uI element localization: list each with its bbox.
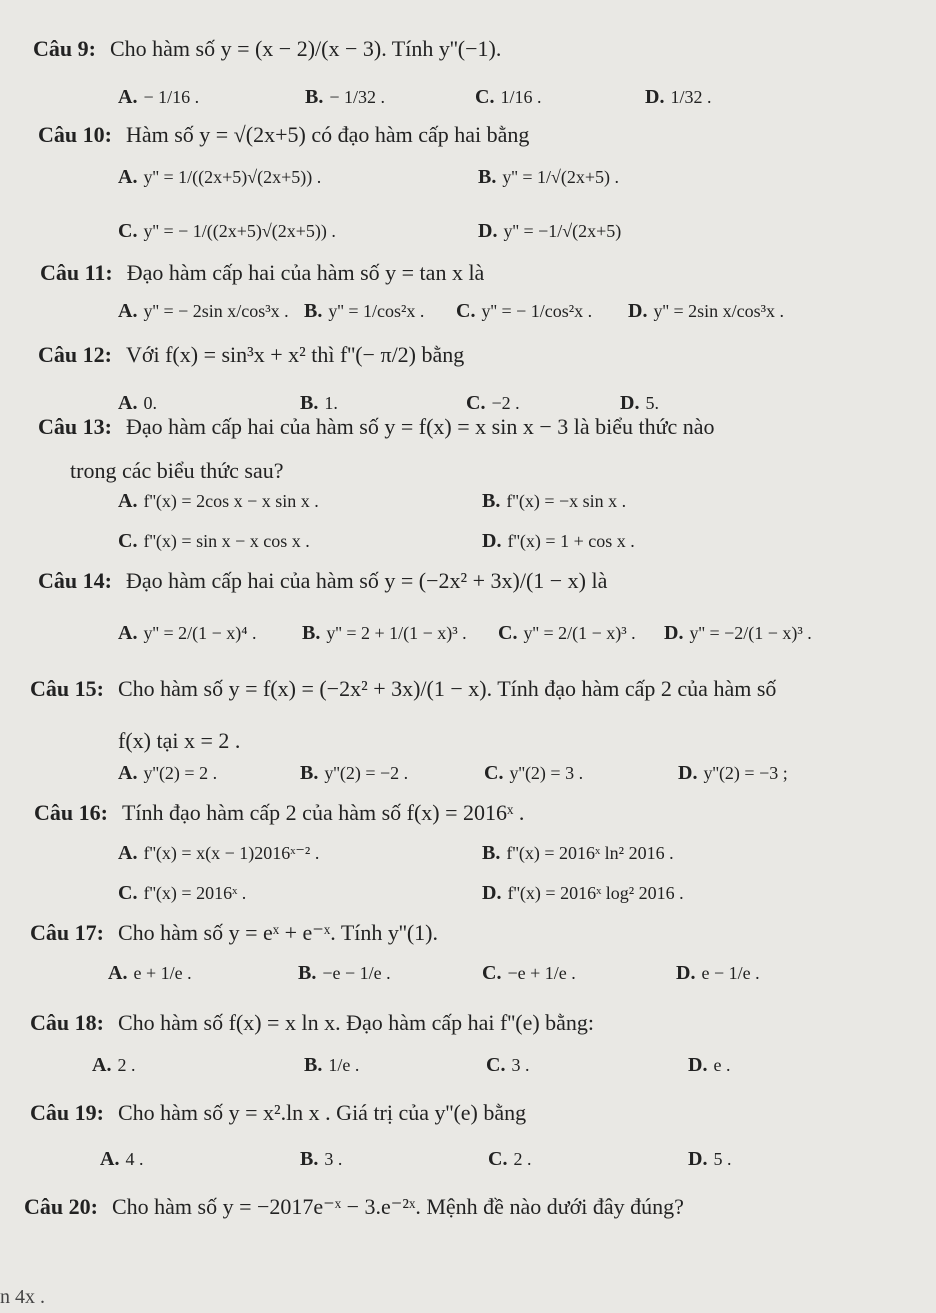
option-d: D. y'' = 2sin x/cos³x . (628, 300, 784, 322)
option-c: C. −2 . (466, 392, 520, 414)
question-stem: Câu 11: Đạo hàm cấp hai của hàm số y = tan x là (40, 260, 485, 285)
question-number: Câu 15: (30, 676, 104, 701)
option-a: A. e + 1/e . (108, 962, 192, 984)
question-stem: Câu 16: Tính đạo hàm cấp 2 của hàm số f(x) = 2016ˣ . (34, 800, 525, 825)
question-stem: Câu 14: Đạo hàm cấp hai của hàm số y = (−2x² + 3x)/(1 − x) là (38, 568, 608, 593)
option-a: A. − 1/16 . (118, 86, 200, 108)
option-b: B. f''(x) = 2016ˣ ln² 2016 . (482, 842, 674, 864)
option-d: D. e − 1/e . (676, 962, 760, 984)
question-number: Câu 11: (40, 260, 113, 285)
question-stem: Câu 18: Cho hàm số f(x) = x ln x. Đạo hàm cấp hai f''(e) bằng: (30, 1010, 595, 1035)
option-d: D. f''(x) = 1 + cos x . (482, 530, 635, 552)
option-d: D. y'' = −2/(1 − x)³ . (664, 622, 812, 644)
question-number: Câu 14: (38, 568, 112, 593)
option-a: A. y''(2) = 2 . (118, 762, 218, 784)
question-number: Câu 13: (38, 414, 112, 439)
option-b: B. 3 . (300, 1148, 343, 1170)
option-b: B. y'' = 1/√(2x+5) . (478, 166, 620, 188)
question-number: Câu 9: (33, 36, 96, 61)
option-c: C. f''(x) = sin x − x cos x . (118, 530, 310, 552)
question-number: Câu 12: (38, 342, 112, 367)
question-stem-continued: f(x) tại x = 2 . (118, 728, 241, 753)
option-c: C. 3 . (486, 1054, 530, 1076)
question-stem: Câu 17: Cho hàm số y = eˣ + e⁻ˣ. Tính y''(1). (30, 920, 438, 945)
question-number: Câu 10: (38, 122, 112, 147)
option-c: C. y'' = − 1/((2x+5)√(2x+5)) . (118, 220, 336, 242)
question-stem: Câu 9: Cho hàm số y = (x − 2)/(x − 3). Tính y''(−1). (33, 36, 502, 61)
option-b: B. 1. (300, 392, 338, 414)
question-number: Câu 18: (30, 1010, 104, 1035)
option-d: D. y'' = −1/√(2x+5) (478, 220, 622, 242)
option-d: D. y''(2) = −3 ; (678, 762, 788, 784)
option-a: A. y'' = 2/(1 − x)⁴ . (118, 622, 257, 644)
option-c: C. −e + 1/e . (482, 962, 576, 984)
question-stem: Câu 12: Với f(x) = sin³x + x² thì f''(− π/2) bằng (38, 342, 465, 367)
option-c: C. y'' = − 1/cos²x . (456, 300, 593, 322)
cut-off-text-fragment: n 4x . (0, 1286, 45, 1308)
question-stem: Câu 19: Cho hàm số y = x².ln x . Giá trị của y''(e) bằng (30, 1100, 527, 1125)
option-b: B. y''(2) = −2 . (300, 762, 409, 784)
option-d: D. 5 . (688, 1148, 732, 1170)
option-b: B. 1/e . (304, 1054, 360, 1076)
option-a: A. f''(x) = 2cos x − x sin x . (118, 490, 319, 512)
question-number: Câu 20: (24, 1194, 98, 1219)
question-stem: Câu 10: Hàm số y = √(2x+5) có đạo hàm cấp hai bằng (38, 122, 530, 147)
option-d: D. f''(x) = 2016ˣ log² 2016 . (482, 882, 684, 904)
option-c: C. y''(2) = 3 . (484, 762, 584, 784)
option-d: D. 1/32 . (645, 86, 712, 108)
question-stem-continued: trong các biểu thức sau? (70, 458, 284, 483)
question-number: Câu 16: (34, 800, 108, 825)
option-a: A. y'' = − 2sin x/cos³x . (118, 300, 289, 322)
question-number: Câu 17: (30, 920, 104, 945)
option-c: C. f''(x) = 2016ˣ . (118, 882, 247, 904)
option-a: A. y'' = 1/((2x+5)√(2x+5)) . (118, 166, 322, 188)
option-b: B. f''(x) = −x sin x . (482, 490, 627, 512)
option-a: A. 4 . (100, 1148, 144, 1170)
option-a: A. 2 . (92, 1054, 136, 1076)
option-d: D. e . (688, 1054, 731, 1076)
option-c: C. y'' = 2/(1 − x)³ . (498, 622, 636, 644)
option-c: C. 1/16 . (475, 86, 542, 108)
option-a: A. f''(x) = x(x − 1)2016ˣ⁻² . (118, 842, 320, 864)
option-d: D. 5. (620, 392, 659, 414)
question-stem: Câu 13: Đạo hàm cấp hai của hàm số y = f(x) = x sin x − 3 là biểu thức nào (38, 414, 715, 439)
option-a: A. 0. (118, 392, 157, 414)
question-stem: Câu 15: Cho hàm số y = f(x) = (−2x² + 3x)/(1 − x). Tính đạo hàm cấp 2 của hàm số (30, 676, 777, 701)
option-b: B. − 1/32 . (305, 86, 385, 108)
option-b: B. y'' = 2 + 1/(1 − x)³ . (302, 622, 467, 644)
option-b: B. −e − 1/e . (298, 962, 391, 984)
option-c: C. 2 . (488, 1148, 532, 1170)
option-b: B. y'' = 1/cos²x . (304, 300, 425, 322)
question-stem: Câu 20: Cho hàm số y = −2017e⁻ˣ − 3.e⁻²ˣ. Mệnh đề nào dưới đây đúng? (24, 1194, 684, 1219)
question-number: Câu 19: (30, 1100, 104, 1125)
